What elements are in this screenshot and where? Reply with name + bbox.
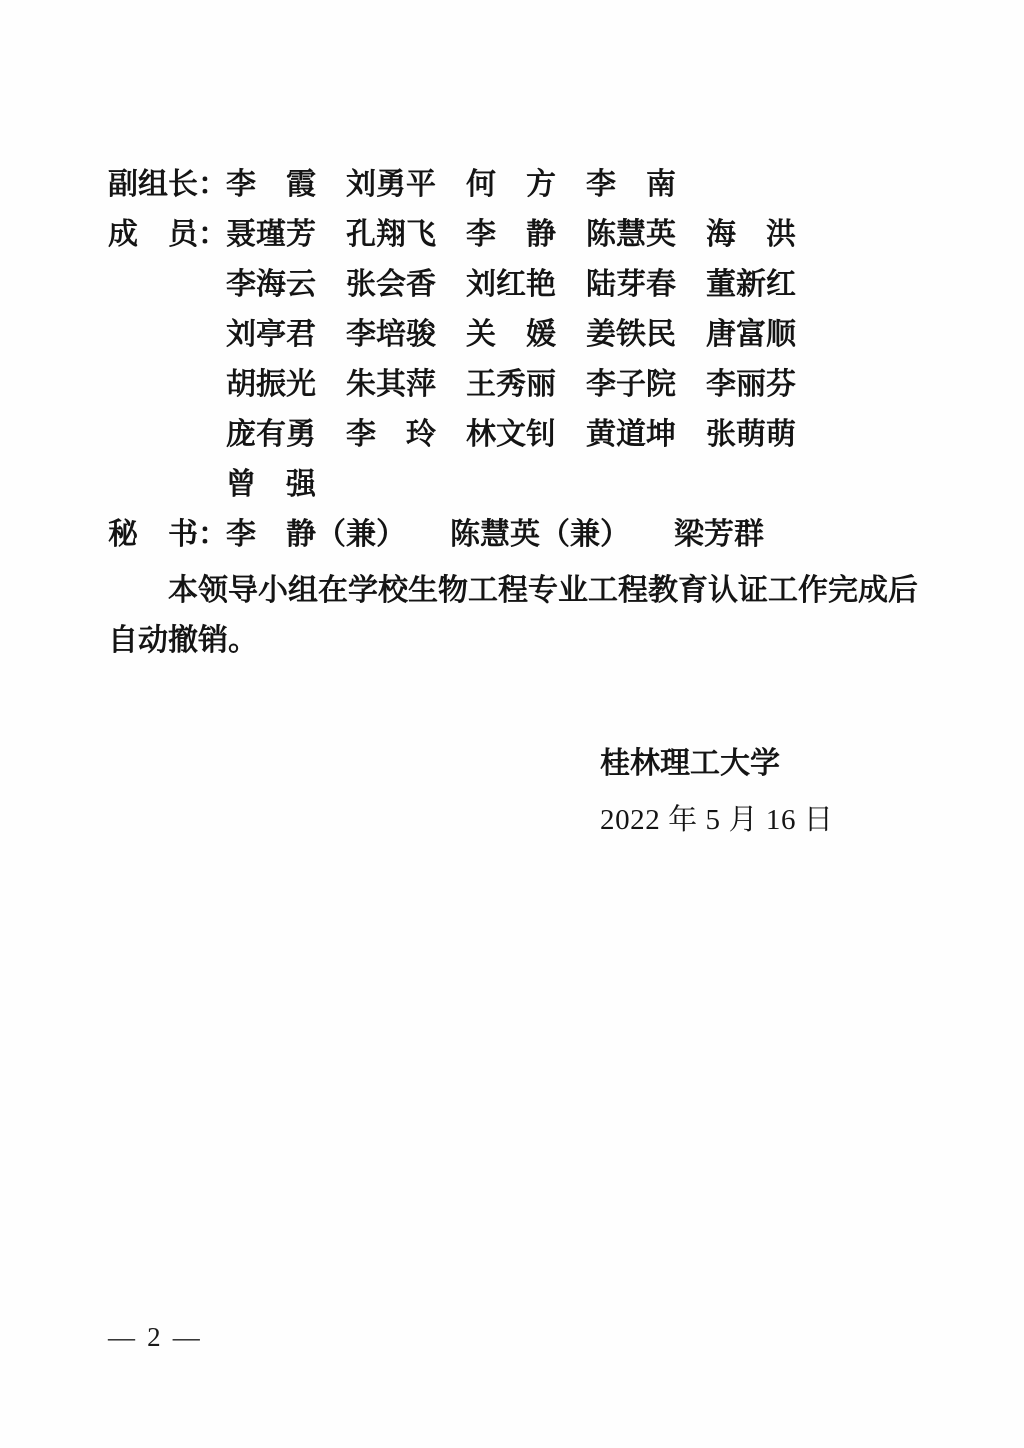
- roster-name: 姜铁民: [586, 317, 676, 352]
- roster-row-members-4: [108, 360, 918, 410]
- roster-names-members-3: [226, 310, 826, 360]
- roster-name: 孔翔飞: [346, 217, 436, 252]
- roster-name: 唐富顺: [706, 317, 796, 352]
- roster-name: 关 媛: [466, 317, 556, 352]
- roster-row-members-6: [108, 460, 918, 510]
- roster-name: 黄道坤: [586, 417, 676, 452]
- roster-label-secretary: 秘 书：: [108, 517, 228, 552]
- roster-names-members-2: [226, 260, 826, 310]
- roster-row-secretary: [108, 510, 918, 560]
- roster-label-deputy-leader: 副组长：: [108, 167, 228, 202]
- roster-name: 朱其萍: [346, 367, 436, 402]
- roster-name: 刘勇平: [346, 167, 436, 202]
- roster-names-deputy-leader: [226, 160, 706, 210]
- roster-row-deputy-leader: [108, 160, 918, 210]
- roster-row-members-1: [108, 210, 918, 260]
- roster-row-members-3: [108, 310, 918, 360]
- roster-name: 李 玲: [346, 417, 436, 452]
- roster-names-members-5: [226, 410, 826, 460]
- roster-name: 李子院: [586, 367, 676, 402]
- roster-name: 张会香: [346, 267, 436, 302]
- roster-row-members-2: [108, 260, 918, 310]
- roster-name: 张萌萌: [706, 417, 796, 452]
- roster-name: 陈慧英: [586, 217, 676, 252]
- roster-name: 刘亭君: [226, 317, 316, 352]
- roster-name: 曾 强: [226, 467, 316, 502]
- roster-name: 海 洪: [706, 217, 796, 252]
- closing-paragraph: [108, 566, 918, 666]
- roster-name: 李 霞: [226, 167, 316, 202]
- page-number: — 2 —: [108, 1322, 203, 1352]
- secretary-name: 李 静（兼）: [226, 517, 406, 552]
- secretary-name: 陈慧英（兼）: [450, 517, 630, 552]
- roster-name: 董新红: [706, 267, 796, 302]
- closing-paragraph-text: 本领导小组在学校生物工程专业工程教育认证工作完成后自动撤销。: [108, 573, 918, 658]
- secretary-name: 梁芳群: [674, 517, 764, 552]
- signature-date: 2022 年 5 月 16 日: [600, 804, 834, 836]
- roster-name: 刘红艳: [466, 267, 556, 302]
- roster-names-members-1: [226, 210, 826, 260]
- roster-name: 李海云: [226, 267, 316, 302]
- roster-name: 陆芽春: [586, 267, 676, 302]
- roster-name: 聂瑾芳: [226, 217, 316, 252]
- roster-name: 胡振光: [226, 367, 316, 402]
- roster-names-members-6: [226, 460, 346, 510]
- roster-name: 林文钊: [466, 417, 556, 452]
- roster-name: 李 静: [466, 217, 556, 252]
- roster-name: 庞有勇: [226, 417, 316, 452]
- document-body: [108, 160, 918, 848]
- roster-names-secretary: [226, 510, 808, 560]
- roster-name: 王秀丽: [466, 367, 556, 402]
- roster-name: 何 方: [466, 167, 556, 202]
- roster-name: 李 南: [586, 167, 676, 202]
- roster-row-members-5: [108, 410, 918, 460]
- roster-label-members: 成 员：: [108, 217, 228, 252]
- roster-name: 李培骏: [346, 317, 436, 352]
- signature-organization: 桂林理工大学: [600, 746, 780, 781]
- roster-name: 李丽芬: [706, 367, 796, 402]
- roster-names-members-4: [226, 360, 826, 410]
- signature-block: [108, 736, 918, 848]
